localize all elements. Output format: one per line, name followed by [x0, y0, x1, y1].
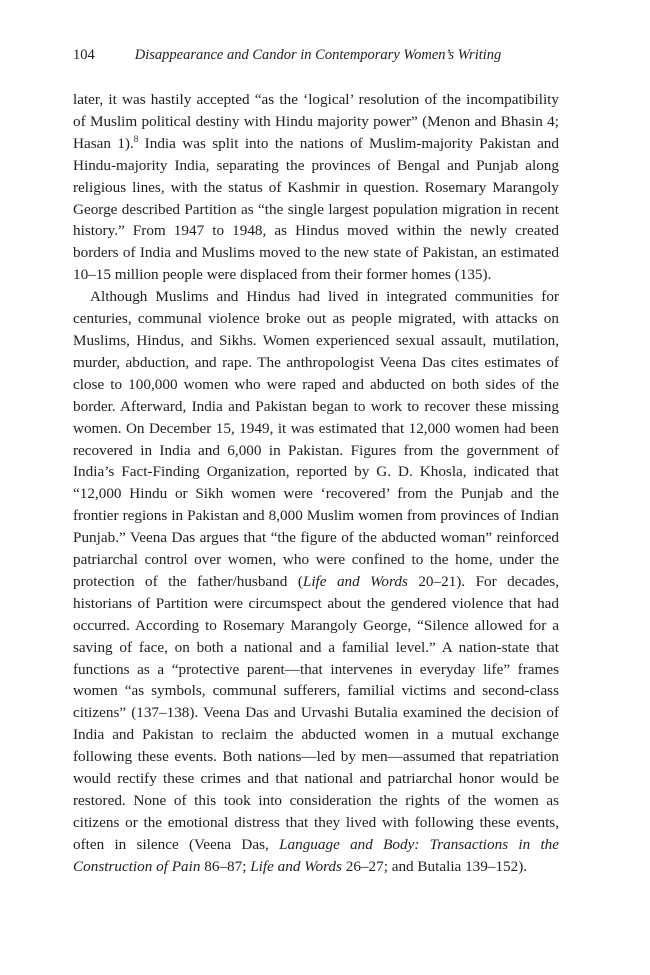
running-head	[73, 45, 501, 65]
paragraph	[73, 89, 559, 286]
italic-citation: Life and Words	[250, 857, 342, 875]
page-number: 104	[73, 47, 95, 63]
text-run: later, it was hastily accepted “as the ‘logical’ resolution of the incompatibility of Muslim political destiny with Hindu majority power” (Menon and Bhasin 4; Hasan 1).	[73, 91, 559, 152]
italic-citation: Language and Body: Transactions in the Construction of Pain	[73, 835, 560, 875]
text-run: 20–21). For decades, historians of Partition were circumspect about the gendered violence that had occurred. According to Rosemary Marangoly George, “Silence allowed for a saving of face, on both a national and a familial level.” A nation-state that functions as a “protective parent—that intervenes in everyday life” frames women “as symbols, communal sufferers, familial victims and second-class citizens” (137–138). Veena Das and Urvashi Butalia examined the decision of India and Pakistan to reclaim the abducted women in a mutual exchange following these events. Both nations—led by men—assumed that repatriation would rectify these crimes and that national and patriarchal honor would be restored. None of this took into consideration the rights of the women as citizens or the emotional distress that they lived with following these events, often in silence (Veena Das,	[73, 572, 560, 853]
text-run: India was split into the nations of Muslim-majority Pakistan and Hindu-majority India, separating the provinces of Bengal and Punjab along religious lines, with the status of Kashmir in question. Rosemary Marangoly George described Partition as “the single largest population migration in recent history.” From 1947 to 1948, as Hindus moved within the newly created borders of India and Muslims moved to the new state of Pakistan, an estimated 10–15 million people were displaced from their former homes (135).	[73, 134, 559, 284]
italic-citation: Life and Words	[302, 572, 408, 590]
text-run: Although Muslims and Hindus had lived in integrated communities for centuries, communal violence broke out as people migrated, with attacks on Muslims, Hindus, and Sikhs. Women experienced sexual assault, mutilation, murder, abduction, and rape. The anthropologist Veena Das cites estimates of close to 100,000 women who were raped and abducted on both sides of the border. Afterward, India and Pakistan began to work to recover these missing women. On December 15, 1949, it was estimated that 12,000 women had been recovered in India and 6,000 in Pakistan. Figures from the government of India’s Fact-Finding Organization, reported by G. D. Khosla, indicated that “12,000 Hindu or Sikh women were ‘recovered’ from the Punjab and the frontier regions in Pakistan and 8,000 Muslim women from provinces of Indian Punjab.” Veena Das argues that “the figure of the abducted woman” reinforced patriarchal control over women, who were confined to the home, under the protection of the father/husband (	[73, 288, 559, 590]
body-text	[73, 89, 559, 878]
text-run: 26–27; and Butalia 139–152).	[341, 857, 528, 875]
text-run: 86–87;	[200, 857, 251, 875]
paragraph	[73, 286, 559, 877]
footnote-marker: 8	[133, 133, 139, 144]
running-title: Disappearance and Candor in Contemporary Women’s Writing	[134, 47, 502, 63]
